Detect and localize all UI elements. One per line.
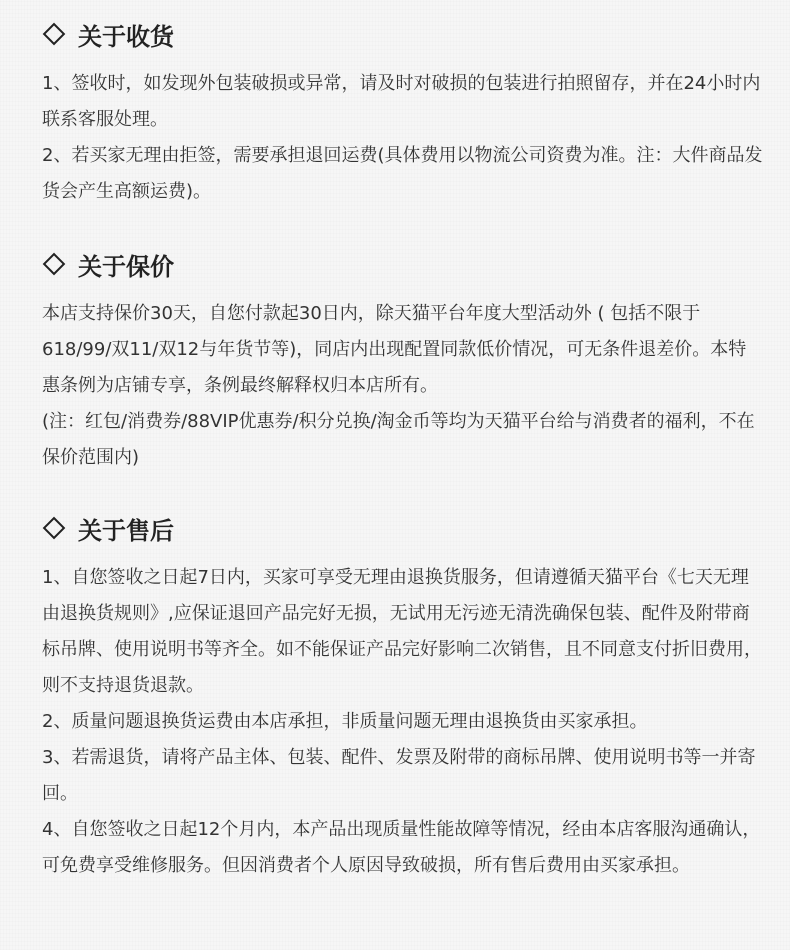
receiving-section [42,16,764,210]
paragraph: 3、若需退货，请将产品主体、包装、配件、发票及附带的商标吊牌、使用说明书等一并寄回。 [42,747,756,804]
paragraph: 1、自您签收之日起7日内，买家可享受无理由退换货服务，但请遵循天猫平台《七天无理由退换货规则》,应保证退回产品完好无损，无试用无污迹无清洗确保包装、配件及附带商标吊牌、使用说明书等齐全。如不能保证产品完好影响二次销售，且不同意支付折旧费用，则不支持退货退款。 [42,567,762,696]
diamond-icon [43,23,66,46]
paragraph: 1、签收时，如发现外包装破损或异常，请及时对破损的包装进行拍照留存，并在24小时内联系客服处理。 [42,73,761,130]
paragraph: (注：红包/消费券/88VIP优惠券/积分兑换/淘金币等均为天猫平台给与消费者的福利，不在保价范围内) [42,411,755,468]
paragraph: 2、若买家无理由拒签，需要承担退回运费(具体费用以物流公司资费为准。注：大件商品发货会产生高额运费)。 [42,145,763,202]
section-title: 关于保价 [78,252,174,281]
section-title: 关于售后 [78,516,174,545]
price-protection-section [42,246,764,476]
section-heading [42,16,764,52]
diamond-icon [43,253,66,276]
paragraph: 2、质量问题退换货运费由本店承担，非质量问题无理由退换货由买家承担。 [42,711,648,732]
section-heading [42,510,764,546]
diamond-icon [43,517,66,540]
after-sales-section [42,510,764,884]
paragraph: 本店支持保价30天，自您付款起30日内，除天猫平台年度大型活动外 ( 包括不限于618/99/双11/双12与年货节等)，同店内出现配置同款低价情况，可无条件退差价。本特惠条例为店铺专享，条例最终解释权归本店所有。 [42,303,747,396]
paragraph: 4、自您签收之日起12个月内，本产品出现质量性能故障等情况，经由本店客服沟通确认，可免费享受维修服务。但因消费者个人原因导致破损，所有售后费用由买家承担。 [42,819,761,876]
section-heading [42,246,764,282]
section-title: 关于收货 [78,22,174,51]
